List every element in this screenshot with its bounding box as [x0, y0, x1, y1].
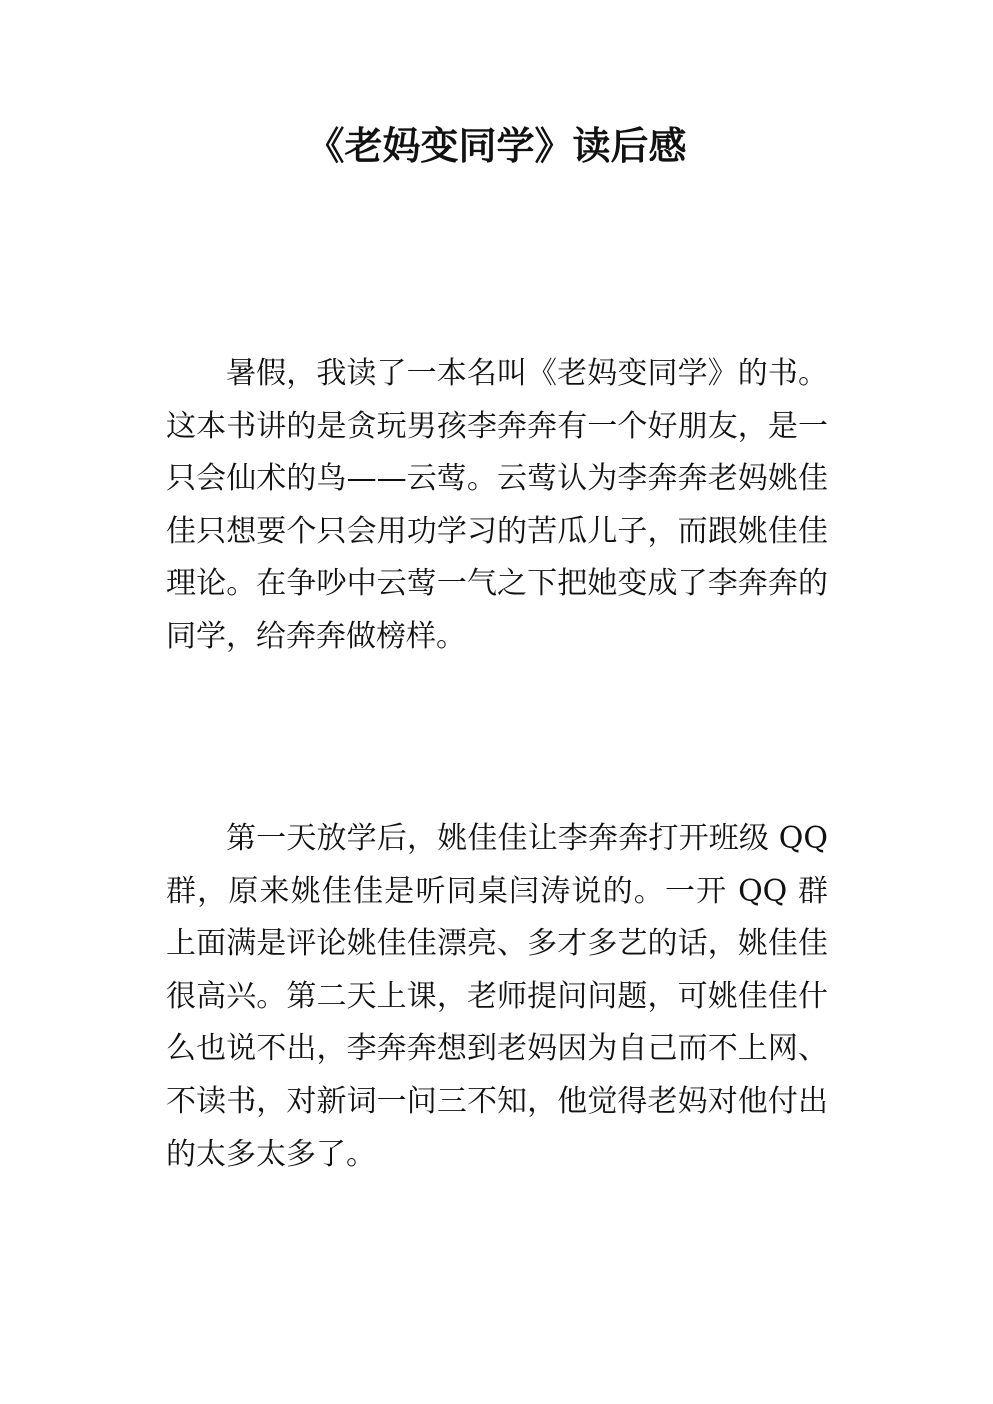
paragraph-1: 暑假，我读了一本名叫《老妈变同学》的书。这本书讲的是贪玩男孩李奔奔有一个好朋友，是一只会仙术的鸟——云莺。云莺认为李奔奔老妈姚佳佳只想要个只会用功学习的苦瓜儿子，而跟姚佳佳理论。在争吵中云莺一气之下把她变成了李奔奔的同学，给奔奔做榜样。 — [166, 356, 828, 654]
document-title: 《老妈变同学》读后感 — [306, 124, 687, 168]
paragraph-2: 第一天放学后，姚佳佳让李奔奔打开班级 QQ 群，原来姚佳佳是听同桌闫涛说的。一开 QQ 群上面满是评论姚佳佳漂亮、多才多艺的话，姚佳佳很高兴。第二天上课，老师提问问题，可姚佳佳什么也说不出，李奔奔想到老妈因为自己而不上网、不读书，对新词一问三不知，他觉得老妈对他付出的太多太多了。 — [166, 821, 828, 1172]
